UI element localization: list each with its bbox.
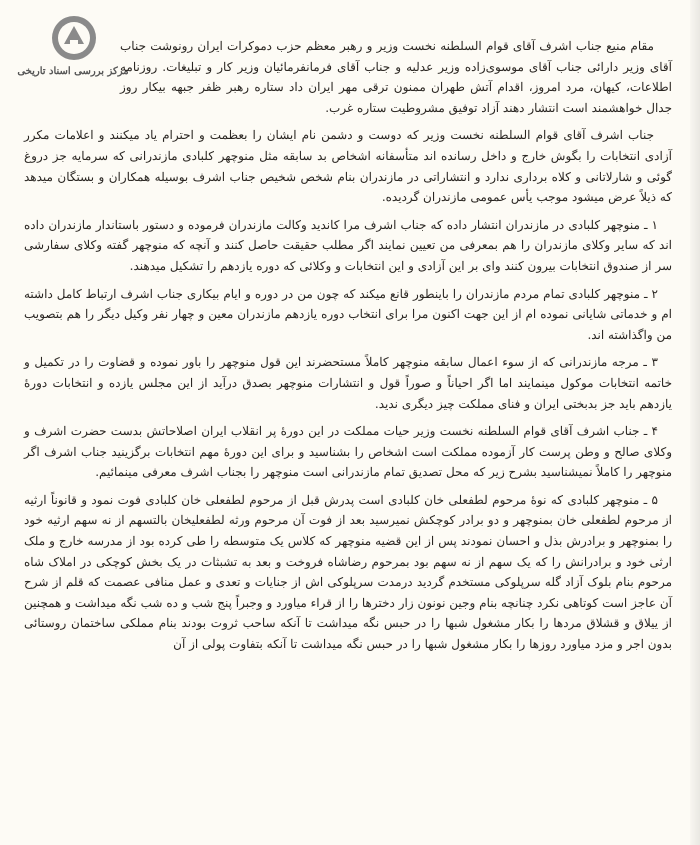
list-item: ۱ ـ منوچهر کلبادی در مازندران انتشار داده که جناب اشرف مرا کاندید وکالت مازندران فرموده و دستور باستاندار مازندران داده اند که سایر وکلای مازندران را هم بمعرفی من تعیین نمایند اگر مطلب حقیقت حاصل کنند و آنچه که منوچهر گفته وکلای سفارشی سر از صندوق انتخابات بیرون کنند وای بر این آزادی و این انتخابات و وکلائی که دوره یازدهم را تشکیل میدهند.	[24, 217, 672, 273]
intro-paragraph: مقام منیع جناب اشرف آقای قوام السلطنه نخست وزیر و رهبر معظم حزب دموکرات ایران رونوشت جناب آقای وزیر دارائی جناب آقای موسوی‌زاده وزیر عدلیه و جناب آقای فرمانفرمائیان وزیر کار و تبلیغات. روزنامه اطلاعات، کیهان، مرد امروز، اقدام آتش طهران ممنون ترقی مهر ایران داد ستاره رهبر ظفر جبهه بیکار روز جدال خواهشمند است انتشار دهند آزاد توفیق مشروطیت ستاره غرب.	[120, 39, 672, 115]
archive-seal-icon	[50, 14, 98, 62]
list-item: ۵ ـ منوچهر کلبادی که نوهٔ مرحوم لطفعلی خان کلبادی است پدرش قبل از مرحوم لطفعلی خان کلبادی فوت نمود و قانوناً ارثیه از مرحوم لطفعلی خان بمنوچهر و دو برادر کوچکش نمیرسید بعد از فوت آن مرحوم ورثه لطفعلیخان بالتسهم از نه سهم ارثیه خود را بمنوچهر و برادرش بذل و احسان نمودند پس از این قضیه منوچهر که کلاس یک متوسطه را طی کرده بود از مدرسه خارج و ملک ارثی خود و برادرانش را که یک سهم از نه سهم بود بمرحوم رضاشاه فروخت و بعد به تشبثات در یک بخش کوچکی در املاک شاه مرحوم بنام بلوک آزاد گله سرپلوکی مستخدم گردید درمدت سرپلوکی اش از جنایات و تعدی و عمل منافی عصمت که قلم از شرح آن عاجز است کوتاهی نکرد چنانچه بنام وجین نونون زار دخترها را از قراء میاورد و وجبراً پنج شب و ده شب نگه میداشت و همچنین از ییلاق و قشلاق مردها را بکار مشغول شبها را در حبس نگه میداشت تا آنکه ساحب ثروت بودند بنام مملکی ساختمان روستائی بدون اجر و مزد میاورد روزها را بکار مشغول شبها را در حبس نگه میداشت تا آنکه بتفاوت پولی از آن	[24, 492, 672, 652]
list-item: ۴ ـ جناب اشرف آقای قوام السلطنه نخست وزیر حیات مملکت در این دورهٔ پر انقلاب ایران اصلاحاتش بدست حضرت اشرف و وکلای صالح و وطن پرست کار آزموده مملکت است اشخاص را بشناسید و برای این دورهٔ مهم انتخابات برگزینید جناب اشرف اگر منوچهر را کاملاً نمیشناسید بشرح زیر که محل تصدیق تمام مازندرانی است منوچهر را بجناب اشرف معرفی مینمائیم.	[24, 424, 672, 480]
archive-name: مرکز بررسی اسناد تاریخی	[17, 66, 129, 77]
archive-logo	[14, 14, 129, 84]
body-paragraph: جناب اشرف آقای قوام السلطنه نخست وزیر که دوست و دشمن نام ایشان را بعظمت و احترام یاد میکنند و اعلامات مکرر آزادی انتخابات را بگوش خارج و داخل رسانده اند متأسفانه اشخاص بد سابقه مثل منوچهر کلبادی مازندرانی که سرمایه جز دروغ گوئی و شارلاتانی و کلاه برداری ندارد و انتشاراتی در مازندران بنام شخص شخیص جناب اشرف بوسیله همکاران و بستگان میدهد که ذیلاً عرض میشود موجب یأس عمومی مازندران گردیده.	[24, 128, 672, 205]
list-item: ۲ ـ منوچهر کلبادی تمام مردم مازندران را باینطور قانع میکند که چون من در دوره و ایام بیکاری جناب اشرف ارتباط کامل داشته ام و خدماتی شایانی نموده ام از این جهت اکنون مرا برای انتخاب دوره یازدهم مازندران معین و چهار نفر وکیل دیگر را هم بتصویب من واگذاشته اند.	[24, 286, 672, 342]
document-body	[24, 36, 672, 655]
list-item: ۳ ـ مرجه مازندرانی که از سوء اعمال سابقه منوچهر کاملاً مستحضرند این قول منوچهر را باور نموده و قضاوت را در تکمیل و خاتمه انتخابات موکول مینمایند اما اگر احیاناً و صوراً قول و انتشارات منوچهر بصدق درآید از این مجلس یازده و انتخابات دورهٔ یازدهم باید جز بدبختی ایران و فنای مملکت چیز دیگری ندید.	[24, 355, 672, 411]
